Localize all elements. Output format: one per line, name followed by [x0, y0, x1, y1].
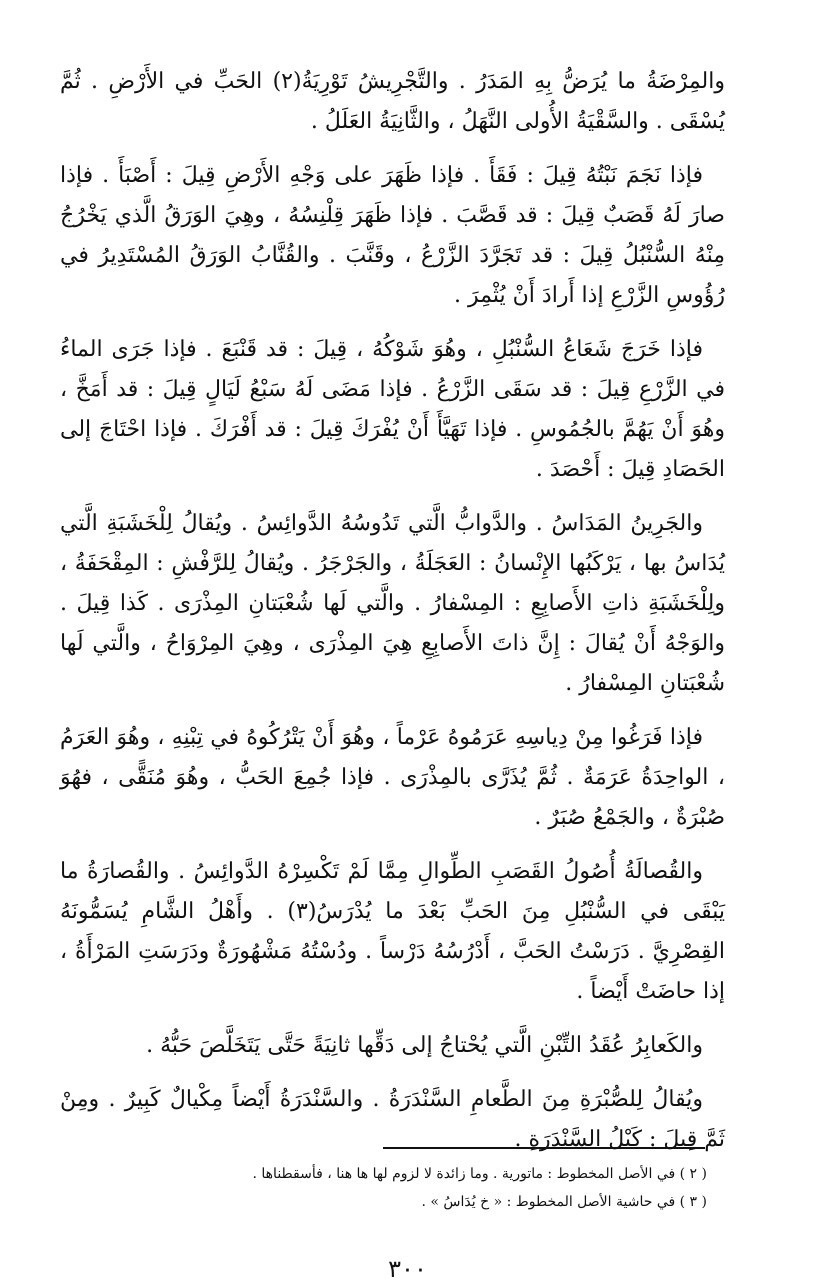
footnote-divider: [383, 1147, 705, 1149]
footnotes: [60, 1160, 707, 1216]
paragraph-2: فإذا نَجَمَ نَبْتُهُ قِيلَ : فَقَأَ . فإذا ظَهَرَ على وَجْهِ الأَرْضِ قِيلَ : أَصْبَأَ . فإذا صارَ لَهُ قَصَبٌ قِيلَ : قد قَصَّبَ . فإذا ظَهَرَ قِلْنِسُهُ ، وهِيَ الوَرَقُ الَّذي يَخْرُجُ مِنْهُ السُّنْبُلُ قِيلَ : قد تَجَرَّدَ الزَّرْعُ ، وقَنَّبَ . والقُنَّابُ الوَرَقُ المُسْتَدِيرُ في رُؤُوسِ الزَّرْعِ إذا أَرادَ أَنْ يُثْمِرَ .: [60, 163, 725, 308]
paragraph-7: والكَعابِرُ عُقَدُ التِّبْنِ الَّتي يُحْتاجُ إلى دَقِّها ثانِيَةً حَتَّى يَتَخَلَّصَ حَبُّهُ .: [146, 1033, 703, 1058]
paragraph-5: فإذا فَرَغُوا مِنْ دِياسِهِ عَرَمُوهُ عَرْماً ، وهُوَ أَنْ يَتْرُكُوهُ في تِبْنِهِ ، وهُوَ العَرَمُ ، الواحِدَةُ عَرَمَةٌ . ثُمَّ يُذَرَّى بالمِذْرَى . فإذا جُمِعَ الحَبُّ ، وهُوَ مُنَقًّى ، فهُوَ صُبْرَةٌ ، والجَمْعُ صُبَرٌ .: [60, 725, 725, 830]
paragraph-8: ويُقالُ لِلصُّبْرَةِ مِنَ الطَّعامِ السَّنْدَرَةُ . والسَّنْدَرَةُ أَيْضاً مِكْيالٌ كَبِيرٌ . ومِنْ ثَمَّ قِيلَ : كَيْلُ السَّنْدَرَةِ .: [60, 1087, 725, 1152]
paragraph-4: والجَرِينُ المَدَاسُ . والدَّوابُّ الَّتي تَدُوسُهُ الدَّوائِسُ . ويُقالُ لِلْخَشَبَةِ الَّتي يُدَاسُ بها ، يَرْكَبُها الإِنْسانُ : العَجَلَةُ ، والجَرْجَرُ . ويُقالُ لِلرَّفْشِ : المِقْحَفَةُ ، ولِلْخَشَبَةِ ذاتِ الأَصابِعِ : المِسْفارُ . والَّتي لَها شُعْبَتانِ المِذْرَى . كَذا قِيلَ . والوَجْهُ أَنْ يُقالَ : إِنَّ ذاتَ الأَصابِعِ هِيَ المِذْرَى ، وهِيَ المِرْوَاحُ ، والَّتي لَها شُعْبَتانِ المِسْفارُ .: [60, 511, 725, 696]
footnote-3: ( ٣ ) في حاشية الأصل المخطوط : « خ يُدَاسُ » .: [421, 1194, 707, 1210]
footnote-2: ( ٢ ) في الأصل المخطوط : ماتورية . وما زائدة لا لزوم لها ها هنا ، فأسقطناها .: [252, 1166, 707, 1182]
paragraph-1: والمِرْضَةُ ما يُرَضُّ بِهِ المَدَرُ . والتَّجْرِيشُ تَوْرِيَةُ(٢) الحَبِّ في الأَرْضِ . ثُمَّ يُسْقَى . والسَّقْيَةُ الأُولى النَّهَلُ ، والثَّانِيَةُ العَلَلُ .: [60, 69, 725, 134]
page-number: ٣٠٠: [388, 1255, 427, 1283]
main-text: [60, 62, 725, 1174]
paragraph-6: والقُصالَةُ أُصُولُ القَصَبِ الطِّوالِ مِمَّا لَمْ تَكْسِرْهُ الدَّوائِسُ . والقُصارَةُ ما يَبْقَى في السُّنْبُلِ مِنَ الحَبِّ بَعْدَ ما يُدْرَسُ(٣) . وأَهْلُ الشَّامِ يُسَمُّونَهُ القِصْرِيَّ . دَرَسْتُ الحَبَّ ، أَدْرُسُهُ دَرْساً . ودُسْتُهُ مَشْهُورَةٌ ودَرَسَتِ المَرْأَةُ ، إذا حاضَتْ أَيْضاً .: [60, 859, 725, 1004]
paragraph-3: فإذا خَرَجَ شَعَاعُ السُّنْبُلِ ، وهُوَ شَوْكُهُ ، قِيلَ : قد قَنْبَعَ . فإذا جَرَى الماءُ في الزَّرْعِ قِيلَ : قد سَقَى الزَّرْعُ . فإذا مَضَى لَهُ سَبْعُ لَيَالٍ قِيلَ : قد أَمَخَّ ، وهُوَ أَنْ يَهُمَّ بالجُمُوسِ . فإذا تَهَيَّأَ أَنْ يُفْرَكَ قِيلَ : قد أَفْرَكَ . فإذا احْتَاجَ إلى الحَصَادِ قِيلَ : أَحْصَدَ .: [60, 337, 725, 482]
